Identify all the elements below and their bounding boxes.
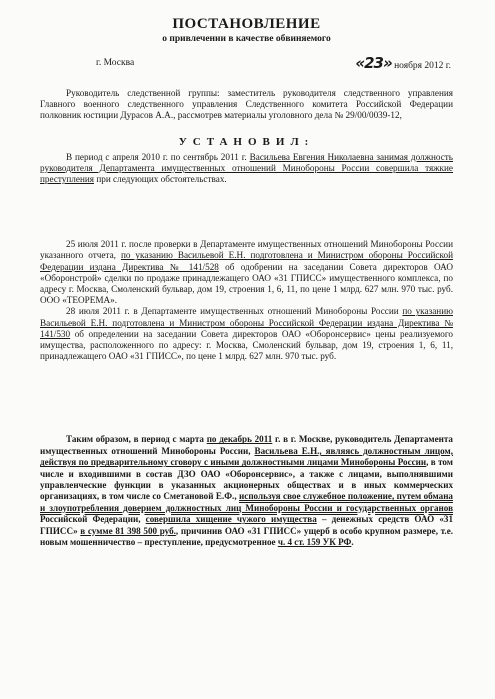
final-underlined-l: ч. 4 ст. 159 УК РФ	[277, 537, 352, 548]
section-heading: УСТАНОВИЛ:	[178, 135, 315, 148]
date-rest: ноября 2012 г.	[391, 61, 451, 71]
p1-text-a: В период с апреля 2010 г. по сентябрь 2011 г.	[66, 151, 250, 162]
handwritten-day: 23	[364, 54, 383, 72]
final-text-a: Таким образом, в период с марта	[66, 434, 207, 445]
intro-paragraph: Руководитель следственной группы: заместитель руководителя следственного управления Главного военного следственного управления Следственного комитета Российской Федерации полковник юстиции Дурасов А.А., рассмотрев материалы уголовного дела № 29/00/0039-12,	[40, 88, 453, 121]
place-date-line	[40, 54, 453, 72]
city: г. Москва	[96, 58, 135, 68]
p1-underlined: Васильева Евгения Николаевна занимая должность руководителя Департамента имущественных отношений Минобороны России совершила тяжкие преступления	[40, 151, 454, 185]
document-date	[355, 54, 451, 72]
blank-gap	[40, 185, 453, 239]
document-subtitle: о привлечении в качестве обвиняемого	[162, 34, 331, 44]
final-text-g: Российской Федерации,	[40, 514, 146, 525]
p3-underlined: по указанию Васильевой Е.Н. подготовлена и Министром обороны Российской Федерации издана Директива № 141/530	[40, 306, 453, 339]
final-underlined-h: совершила хищение чужого имущества	[145, 514, 317, 525]
final-text-m: .	[351, 537, 354, 548]
paragraph-conclusion	[40, 434, 453, 548]
final-underlined-b: по декабрь 2011	[206, 434, 273, 445]
final-underlined-d: Васильева Е.Н., являясь должностным лицом, действуя по предварительному сговору с иными должностными лицами Минобороны России	[40, 445, 453, 468]
blank-gap-bottom	[40, 362, 453, 434]
paragraph-period	[40, 152, 453, 186]
paragraph-july-25	[40, 239, 453, 306]
final-text-e: , в том числе и входившими в состав ДЗО ОАО «Оборонсервис», а также с лицами, выполнявшими управленческие функции в указанных акционерных обществах и в иных коммерческих организациях, в том числе со Сметановой Е.Ф.,	[40, 457, 453, 502]
date-open-quote: «	[355, 54, 365, 72]
final-text-i: – денежных средств ОАО «31 ГПИСС»	[40, 514, 453, 536]
p1-text-c: при следующих обстоятельствах.	[94, 174, 227, 185]
final-underlined-f: используя свое служебное положение, путем обмана и злоупотребления доверием должностных лиц Минобороны России и государственных органов	[40, 491, 453, 513]
document-title: ПОСТАНОВЛЕНИЕ	[172, 16, 321, 32]
p2-text-a: 25 июля 2011 г. после проверки в Департаменте имущественных отношений Минобороны России указанного отчета,	[40, 239, 453, 261]
final-text-k: , причинив ОАО «31 ГПИСС» ущерб в особо крупном размере, т.е. новым мошенничество – преступление, предусмотренное	[40, 525, 454, 548]
paragraph-july-28	[40, 306, 453, 362]
final-underlined-j: в сумме 81 398 500 руб.	[80, 525, 176, 536]
date-close-quote: »	[382, 54, 392, 72]
p2-text-c: об одобрении на заседании Совета директоров ОАО «Оборонстрой» сделки по продаже принадлежащего ОАО «31 ГПИСС» имущественного комплекса, по адресу г. Москва, Смоленский бульвар, дом 19, строения 1, 6, 11, по цене 1 млрд. 627 млн. 970 тыс. руб. ООО «ТЕОРЕМА».	[40, 261, 453, 306]
p3-text-a: 28 июля 2011 г. в Департаменте имущественных отношений Минобороны России	[66, 306, 403, 317]
final-text-c: г. в г. Москве, руководитель Департамента имущественных отношений Минобороны России,	[40, 434, 453, 456]
p2-underlined: по указанию Васильевой Е.Н. подготовлена и Министром обороны Российской Федерации издана Директива № 141/528	[40, 250, 454, 272]
p3-text-c: об определении на заседании Совета директоров ОАО «Оборонсервис» цены реализуемого имущества, расположенного по адресу: г. Москва, Смоленский бульвар, дом 19, строения 1, 6, 11, принадлежащего ОАО «31 ГПИСС», по цене 1 млрд. 627 млн. 970 тыс. руб.	[40, 328, 453, 362]
